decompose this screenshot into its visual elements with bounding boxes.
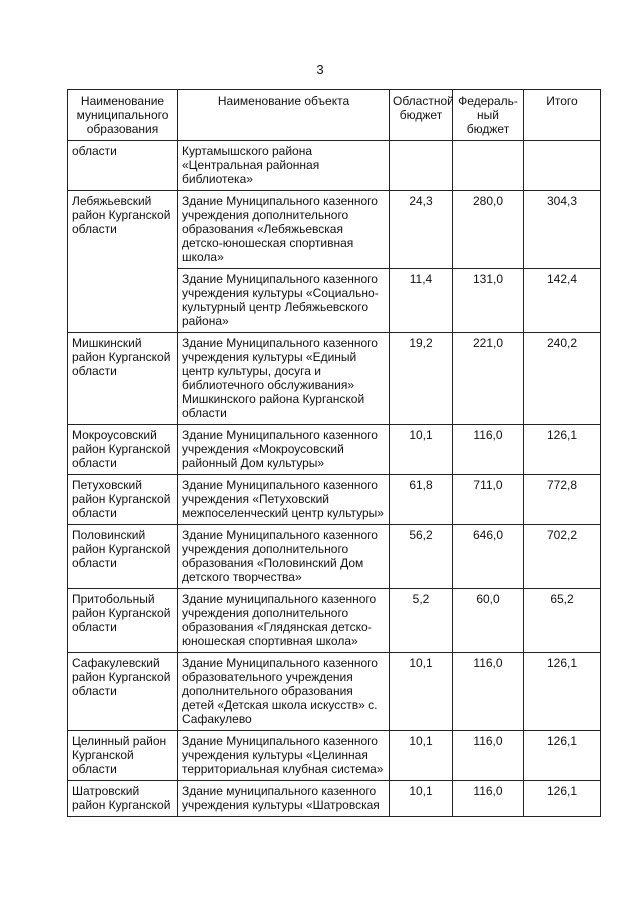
federal-budget-cell: 221,0 — [453, 333, 524, 425]
object-name-cell: Здание Муниципального казенного учреждения культуры «Социально-культурный центр Лебяжьевского района» — [178, 269, 390, 333]
municipality-cell: Сафакулевский район Курганской области — [68, 653, 178, 731]
total-cell: 126,1 — [524, 781, 601, 817]
object-name-cell: Куртамышского района «Центральная районная библиотека» — [178, 141, 390, 191]
total-cell: 126,1 — [524, 653, 601, 731]
municipality-cell: Притобольный район Курганской области — [68, 589, 178, 653]
table-row — [68, 525, 601, 589]
municipality-cell: Мокроусовский район Курганской области — [68, 425, 178, 475]
total-cell: 126,1 — [524, 731, 601, 781]
regional-budget-cell: 56,2 — [390, 525, 453, 589]
table-header-row — [68, 90, 601, 141]
header-regional-budget: Областной бюджет — [390, 90, 453, 141]
object-name-cell: Здание муниципального казенного учреждения культуры «Шатровская — [178, 781, 390, 817]
federal-budget-cell: 711,0 — [453, 475, 524, 525]
federal-budget-cell: 116,0 — [453, 425, 524, 475]
object-name-cell: Здание Муниципального казенного учреждения дополнительного образования «Половинский Дом детского творчества» — [178, 525, 390, 589]
object-name-cell: Здание Муниципального казенного учреждения дополнительного образования «Лебяжьевская детско-юношеская спортивная школа» — [178, 191, 390, 269]
header-municipality: Наименование муниципального образования — [68, 90, 178, 141]
federal-budget-cell: 280,0 — [453, 191, 524, 269]
table-row — [68, 653, 601, 731]
table-row — [68, 781, 601, 817]
total-cell: 772,8 — [524, 475, 601, 525]
regional-budget-cell: 61,8 — [390, 475, 453, 525]
municipality-cell: Петуховский район Курганской области — [68, 475, 178, 525]
object-name-cell: Здание муниципального казенного учреждения дополнительного образования «Глядянская детско-юношеская спортивная школа» — [178, 589, 390, 653]
regional-budget-cell: 10,1 — [390, 653, 453, 731]
regional-budget-cell: 10,1 — [390, 781, 453, 817]
total-cell: 126,1 — [524, 425, 601, 475]
municipality-cell: Половинский район Курганской области — [68, 525, 178, 589]
table-row — [68, 141, 601, 191]
regional-budget-cell: 5,2 — [390, 589, 453, 653]
federal-budget-cell: 646,0 — [453, 525, 524, 589]
regional-budget-cell: 11,4 — [390, 269, 453, 333]
federal-budget-cell: 60,0 — [453, 589, 524, 653]
municipality-cell: Шатровский район Курганской — [68, 781, 178, 817]
header-object: Наименование объекта — [178, 90, 390, 141]
regional-budget-cell: 19,2 — [390, 333, 453, 425]
object-name-cell: Здание Муниципального казенного учреждения «Мокроусовский районный Дом культуры» — [178, 425, 390, 475]
page-number: 3 — [316, 62, 324, 77]
federal-budget-cell: 116,0 — [453, 731, 524, 781]
table-row — [68, 425, 601, 475]
object-name-cell: Здание Муниципального казенного учреждения культуры «Целинная территориальная клубная система» — [178, 731, 390, 781]
header-federal-budget: Федераль-ный бюджет — [453, 90, 524, 141]
regional-budget-cell: 10,1 — [390, 731, 453, 781]
federal-budget-cell: 116,0 — [453, 781, 524, 817]
object-name-cell: Здание Муниципального казенного учреждения «Петуховский межпоселенческий центр культуры» — [178, 475, 390, 525]
object-name-cell: Здание Муниципального казенного образовательного учреждения дополнительного образования детей «Детская школа искусств» с. Сафакулево — [178, 653, 390, 731]
total-cell: 702,2 — [524, 525, 601, 589]
object-name-cell: Здание Муниципального казенного учреждения культуры «Единый центр культуры, досуга и библиотечного обслуживания» Мишкинского района Курганской области — [178, 333, 390, 425]
header-total: Итого — [524, 90, 601, 141]
municipality-cell: Целинный район Курганской области — [68, 731, 178, 781]
table-row — [68, 191, 601, 269]
table-row — [68, 731, 601, 781]
budget-table — [67, 89, 601, 817]
federal-budget-cell — [453, 141, 524, 191]
total-cell: 142,4 — [524, 269, 601, 333]
total-cell: 304,3 — [524, 191, 601, 269]
table-row — [68, 333, 601, 425]
total-cell: 240,2 — [524, 333, 601, 425]
table-row — [68, 475, 601, 525]
federal-budget-cell: 116,0 — [453, 653, 524, 731]
municipality-cell: Мишкинский район Курганской области — [68, 333, 178, 425]
regional-budget-cell — [390, 141, 453, 191]
federal-budget-cell: 131,0 — [453, 269, 524, 333]
total-cell: 65,2 — [524, 589, 601, 653]
regional-budget-cell: 10,1 — [390, 425, 453, 475]
total-cell — [524, 141, 601, 191]
regional-budget-cell: 24,3 — [390, 191, 453, 269]
table-body — [68, 141, 601, 817]
municipality-cell: Лебяжьевский район Курганской области — [68, 191, 178, 333]
table-row — [68, 589, 601, 653]
municipality-cell: области — [68, 141, 178, 191]
